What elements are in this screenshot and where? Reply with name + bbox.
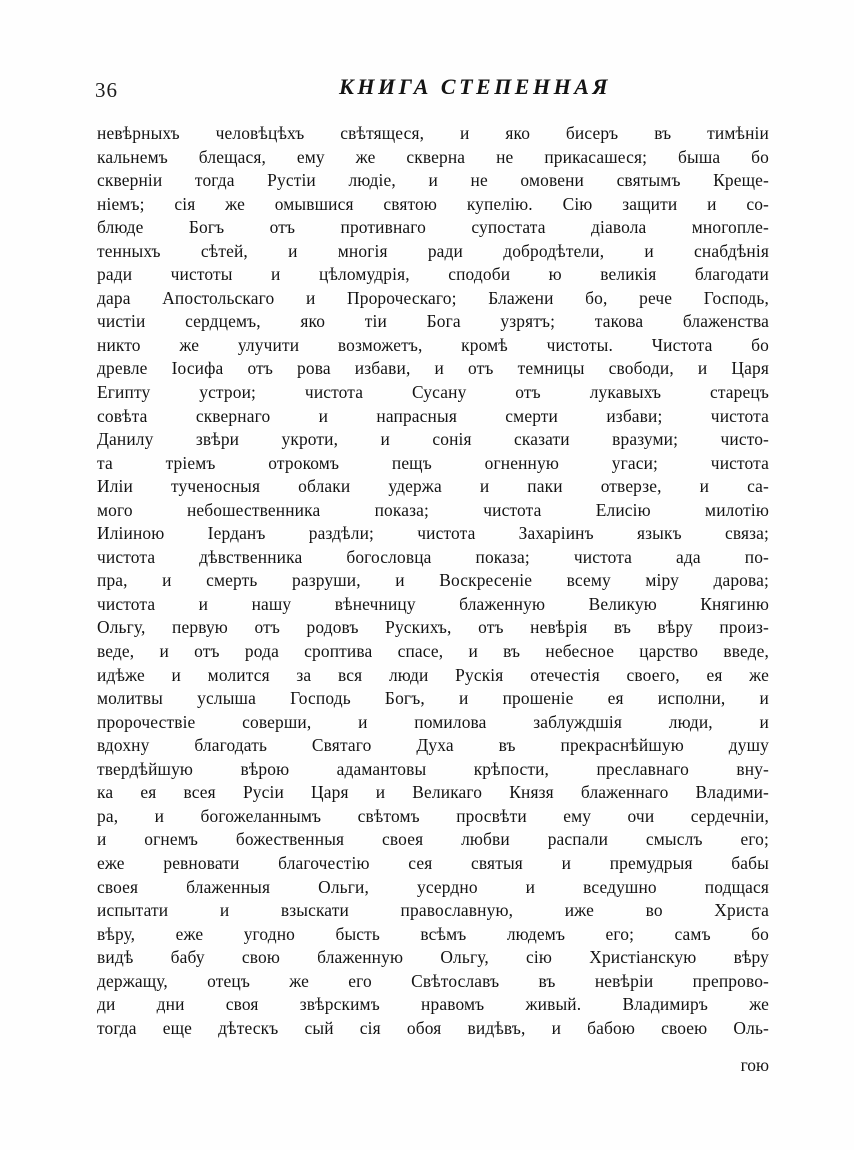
page-header xyxy=(95,74,775,108)
text-line: никто же улучити возможетъ, кромѣ чистоты. Чистота бо xyxy=(97,334,769,355)
text-line: мого небошественника показа; чистота Елисiю милотiю xyxy=(97,499,769,520)
page-number: 36 xyxy=(95,78,118,102)
text-line: дара Апостольскаго и Пророческаго; Блажени бо, рече Господь, xyxy=(97,287,769,308)
text-line: вѣру, еже угодно бысть всѣмъ людемъ его; самъ бо xyxy=(97,923,769,944)
text-line: тенныхъ сѣтей, и многiя ради добродѣтели, и снабдѣнiя xyxy=(97,240,769,261)
text-line: испытати и взыскати православную, иже во Христа xyxy=(97,900,769,921)
text-line: идѣже и молится за вся люди Рускiя отечестiя своего, ея же xyxy=(97,664,769,685)
text-line: нiемъ; сiя же омывшися святою купелiю. Сiю защити и со- xyxy=(97,193,769,214)
text-line: древле Iосифа отъ рова избави, и отъ темницы свободи, и Царя xyxy=(97,358,769,379)
text-line: блюде Богъ отъ противнаго супостата дiавола многопле- xyxy=(97,217,769,238)
text-line: Илiиною Iерданъ раздѣли; чистота Захарiинъ языкъ связа; xyxy=(97,523,769,544)
text-line: Египту устрои; чистота Сусану отъ лукавыхъ старецъ xyxy=(97,382,769,403)
text-line: видѣ бабу свою блаженную Ольгу, сiю Христiанскую вѣру xyxy=(97,947,769,968)
body-text xyxy=(97,122,769,1040)
text-line: ради чистоты и цѣломудрiя, сподоби ю великiя благодати xyxy=(97,264,769,285)
text-line: чистота дѣвственника богословца показа; чистота ада по- xyxy=(97,546,769,567)
text-line: Данилу звѣри укроти, и сонiя сказати вразуми; чисто- xyxy=(97,429,769,450)
text-line: твердѣйшую вѣрою адамантовы крѣпости, преславнаго вну- xyxy=(97,758,769,779)
text-line: пра, и смерть разруши, и Воскресенiе всему мiру дарова; xyxy=(97,570,769,591)
text-line: ка ея всея Русiи Царя и Великаго Князя блаженнаго Владими- xyxy=(97,782,769,803)
catchword: гою xyxy=(740,1055,769,1075)
text-line: Илiи тученосныя облаки удержа и паки отверзе, и са- xyxy=(97,476,769,497)
text-line: сквернiи тогда Рустiи людiе, и не омовени святымъ Креще- xyxy=(97,170,769,191)
text-line: Ольгу, первую отъ родовъ Рускихъ, отъ невѣрiя въ вѣру произ- xyxy=(97,617,769,638)
text-line: невѣрныхъ человѣцѣхъ свѣтящеся, и яко бисеръ въ тимѣнiи xyxy=(97,123,769,143)
text-line: веде, и отъ рода сроптива спасе, и въ небесное царство введе, xyxy=(97,641,769,662)
text-line: кальнемъ блещася, ему же скверна не прикасашеся; быша бо xyxy=(97,146,769,167)
text-line: пророчествiе соверши, и помилова заблуждшiя люди, и xyxy=(97,711,769,732)
text-line: тогда еще дѣтескъ сый сiя обоя видѣвъ, и бабою своею Оль- xyxy=(97,1017,769,1038)
text-line: совѣта сквернаго и напрасныя смерти избави; чистота xyxy=(97,405,769,426)
text-line: молитвы услыша Господь Богъ, и прошенiе ея исполни, и xyxy=(97,688,769,709)
text-line: та трiемъ отрокомъ пещъ огненную угаси; чистота xyxy=(97,452,769,473)
text-line: еже ревновати благочестiю сея святыя и премудрыя бабы xyxy=(97,852,769,873)
text-line: своея блаженныя Ольги, усердно и вседушно подщася xyxy=(97,876,769,897)
text-line: чистота и нашу вѣнечницу блаженную Великую Княгиню xyxy=(97,593,769,614)
running-title: КНИГА СТЕПЕННАЯ xyxy=(338,74,612,99)
text-line: и огнемъ божественныя своея любви распали смыслъ его; xyxy=(97,829,769,850)
text-line: ди дни своя звѣрскимъ нравомъ живый. Владимиръ же xyxy=(97,994,769,1015)
text-line: держащу, отецъ же его Свѣтославъ въ невѣрiи препрово- xyxy=(97,970,769,991)
text-line: чистiи сердцемъ, яко тiи Бога узрятъ; такова блаженства xyxy=(97,311,769,332)
text-line: вдохну благодать Святаго Духа въ прекраснѣйшую душу xyxy=(97,735,769,756)
text-line: ра, и богожеланнымъ свѣтомъ просвѣти ему очи сердечнiи, xyxy=(97,805,769,826)
